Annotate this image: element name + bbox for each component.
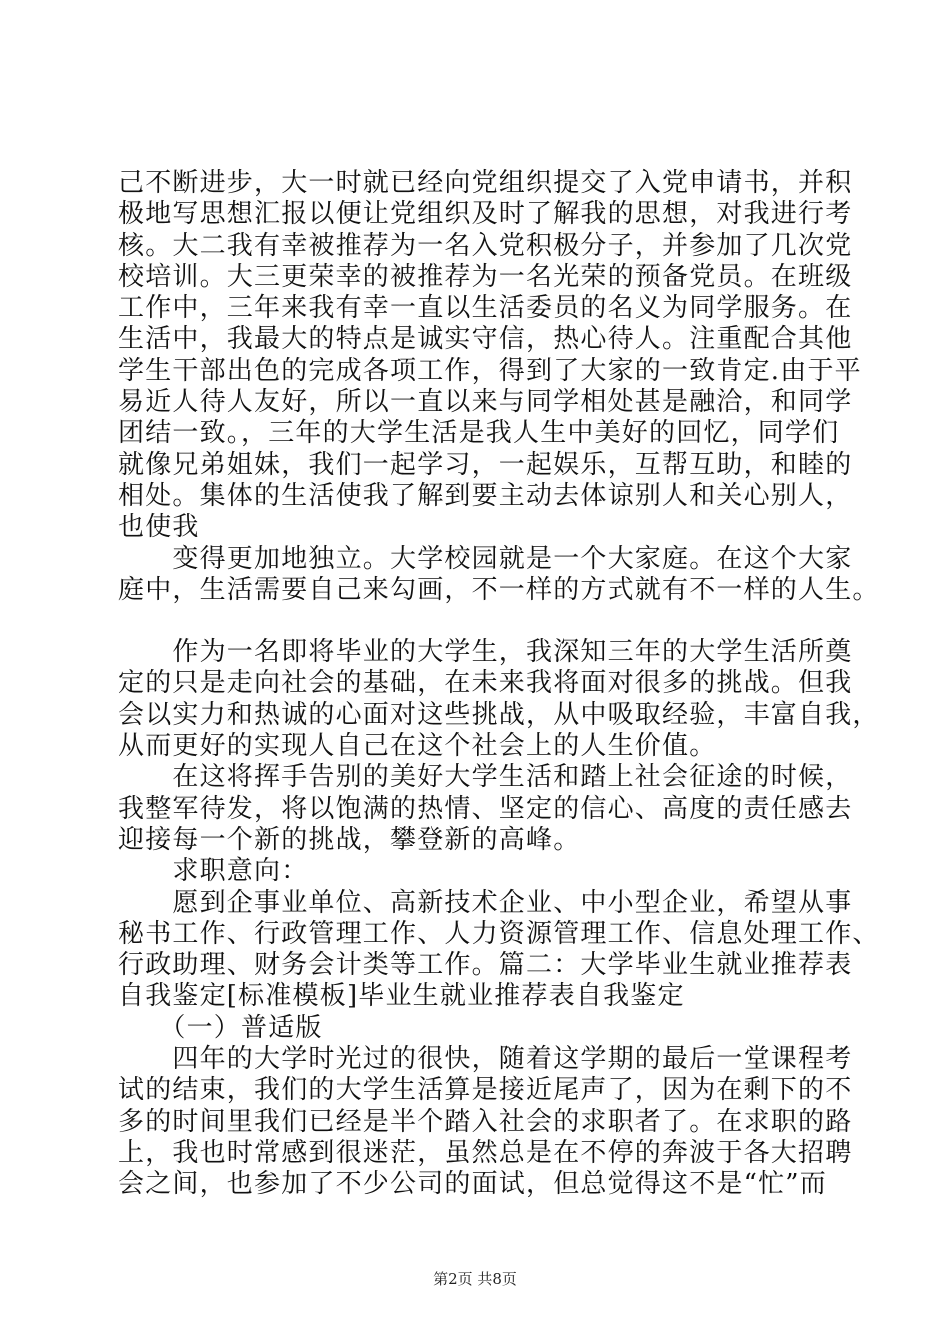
text-line: 求职意向： bbox=[118, 856, 309, 887]
blank-line bbox=[118, 606, 858, 637]
text-line: 庭中，生活需要自己来勾画，不一样的方式就有不一样的人生。 bbox=[118, 574, 880, 605]
text-line: 生活中，我最大的特点是诚实守信，热心待人。注重配合其他 bbox=[118, 324, 853, 355]
text-line: 行政助理、财务会计类等工作。篇二：大学毕业生就业推荐表 bbox=[118, 950, 853, 981]
text-line: 会之间，也参加了不少公司的面试，但总觉得这不是“忙”而 bbox=[118, 1169, 827, 1200]
text-line: 迎接每一个新的挑战，攀登新的高峰。 bbox=[118, 824, 581, 855]
text-line: 校培训。大三更荣幸的被推荐为一名光荣的预备党员。在班级 bbox=[118, 261, 853, 292]
body-text bbox=[118, 168, 880, 1201]
text-line: 变得更加地独立。大学校园就是一个大家庭。在这个大家 bbox=[118, 543, 853, 574]
text-line: 也使我 bbox=[118, 512, 200, 543]
text-line: 上，我也时常感到很迷茫，虽然总是在不停的奔波于各大招聘 bbox=[118, 1137, 853, 1168]
text-line: 定的只是走向社会的基础，在未来我将面对很多的挑战。但我 bbox=[118, 668, 853, 699]
text-line: 多的时间里我们已经是半个踏入社会的求职者了。在求职的路 bbox=[118, 1106, 853, 1137]
text-line: 易近人待人友好，所以一直以来与同学相处甚是融洽，和同学 bbox=[118, 387, 853, 418]
text-line: 自我鉴定[标准模板]毕业生就业推荐表自我鉴定 bbox=[118, 981, 685, 1012]
page-number-footer: 第2页 共8页 bbox=[433, 1270, 517, 1288]
text-line: 核。大二我有幸被推荐为一名入党积极分子，并参加了几次党 bbox=[118, 230, 853, 261]
text-line: 工作中，三年来我有幸一直以生活委员的名义为同学服务。在 bbox=[118, 293, 853, 324]
text-line: 试的结束，我们的大学生活算是接近尾声了，因为在剩下的不 bbox=[118, 1075, 853, 1106]
text-line: （一）普适版 bbox=[118, 1012, 323, 1043]
text-line: 会以实力和热诚的心面对这些挑战，从中吸取经验，丰富自我， bbox=[118, 699, 880, 730]
text-line: 我整军待发，将以饱满的热情、坚定的信心、高度的责任感去 bbox=[118, 793, 853, 824]
text-line: 就像兄弟姐妹，我们一起学习，一起娱乐，互帮互助，和睦的 bbox=[118, 449, 853, 480]
text-line: 愿到企事业单位、高新技术企业、中小型企业，希望从事 bbox=[118, 887, 853, 918]
text-line: 作为一名即将毕业的大学生，我深知三年的大学生活所奠 bbox=[118, 637, 853, 668]
text-line: 在这将挥手告别的美好大学生活和踏上社会征途的时候， bbox=[118, 762, 853, 793]
text-line: 四年的大学时光过的很快，随着这学期的最后一堂课程考 bbox=[118, 1044, 853, 1075]
text-line: 相处。集体的生活使我了解到要主动去体谅别人和关心别人， bbox=[118, 480, 853, 511]
text-line: 团结一致。，三年的大学生活是我人生中美好的回忆，同学们 bbox=[118, 418, 840, 449]
text-line: 己不断进步，大一时就已经向党组织提交了入党申请书，并积 bbox=[118, 168, 853, 198]
text-line: 学生干部出色的完成各项工作，得到了大家的一致肯定.由于平 bbox=[118, 355, 862, 386]
text-line: 从而更好的实现人自己在这个社会上的人生价值。 bbox=[118, 731, 717, 762]
text-line: 秘书工作、行政管理工作、人力资源管理工作、信息处理工作、 bbox=[118, 918, 880, 949]
text-line: 极地写思想汇报以便让党组织及时了解我的思想，对我进行考 bbox=[118, 199, 853, 230]
